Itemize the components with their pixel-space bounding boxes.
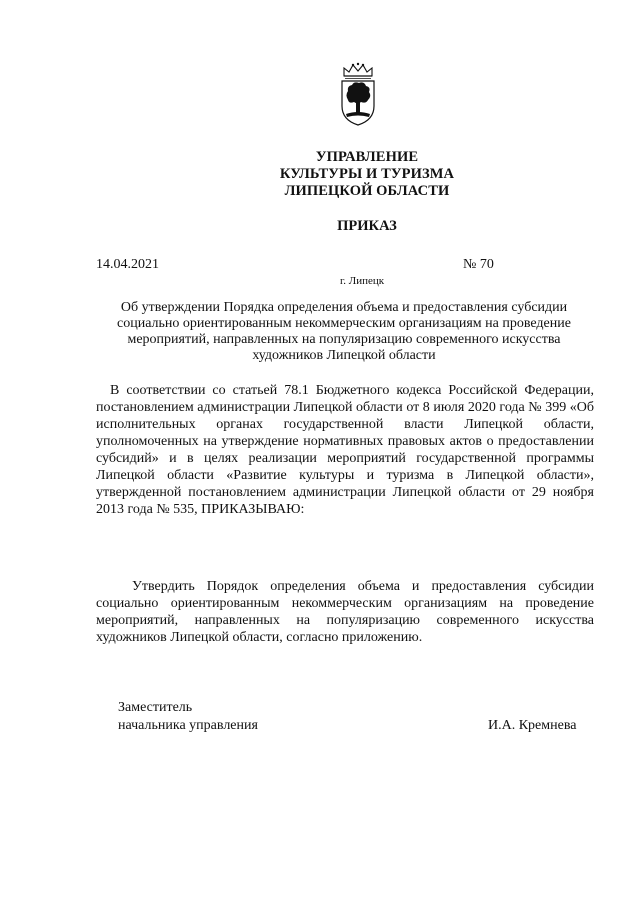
document-subject: Об утверждении Порядка определения объема и предоставления субсидии социально ориентированным некоммерческим организациям на проведение мероприятий, направленных на популяризацию современного искусства художников Липецкой области	[117, 300, 571, 363]
signer-title-line-2: начальника управления	[118, 718, 258, 733]
coat-of-arms-icon	[336, 62, 380, 128]
document-date: 14.04.2021	[96, 257, 159, 272]
agency-line: ЛИПЕЦКОЙ ОБЛАСТИ	[284, 183, 450, 199]
signer-title-line-1: Заместитель	[118, 700, 193, 715]
body-paragraph-2: Утвердить Порядок определения объема и предоставления субсидии социально ориентированным некоммерческим организациям на проведение мероприятий, направленных на популяризацию современного искусства художников Липецкой области, согласно приложению.	[96, 579, 594, 645]
agency-line: УПРАВЛЕНИЕ	[315, 149, 419, 165]
agency-line: КУЛЬТУРЫ И ТУРИЗМА	[279, 166, 455, 182]
signer-name: И.А. Кремнева	[488, 718, 577, 733]
document-city: г. Липецк	[340, 275, 385, 287]
agency-name	[240, 149, 494, 200]
document-type: ПРИКАЗ	[337, 218, 397, 234]
document-number: № 70	[463, 257, 494, 272]
body-paragraph-1: В соответствии со статьей 78.1 Бюджетного кодекса Российской Федерации, постановлением администрации Липецкой области от 8 июля 2020 года № 399 «Об исполнительных органах государственной власти Липецкой области, уполномоченных на утверждение нормативных правовых актов о предоставлении субсидий» и в целях реализации мероприятий государственной программы Липецкой области «Развитие культуры и туризма в Липецкой области», утвержденной постановлением администрации Липецкой области от 29 ноября 2013 года № 535, ПРИКАЗЫВАЮ:	[96, 383, 594, 517]
